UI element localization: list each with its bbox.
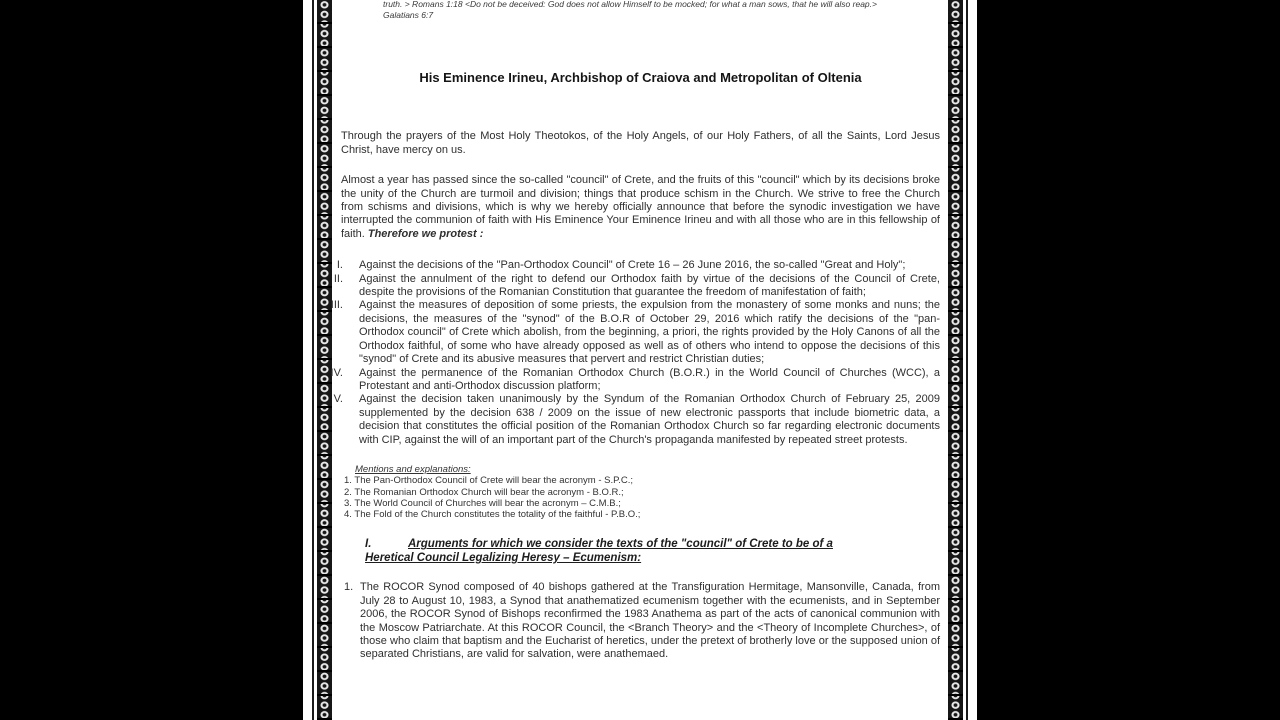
document-page [303, 0, 977, 720]
protest-item-3 [317, 299, 940, 366]
protest-item-1-text: Against the decisions of the "Pan-Orthodox Council" of Crete 16 – 26 June 2016, the so-called "Great and Holy"; [359, 259, 906, 272]
right-rule-line [966, 0, 968, 720]
mentions-heading: Mentions and explanations: [355, 463, 471, 475]
protest-item-5-numeral: V. [333, 393, 343, 406]
section-heading-text: Arguments for which we consider the texts of the "council" of Crete to be of a Heretical Council Legalizing Heresy – Ecumenism: [365, 538, 833, 564]
scripture-quote-line1: truth. > Romans 1:18 <Do not be deceived: God does not allow Himself to be mocked; for what a man sows, that he will also reap.> [383, 0, 877, 9]
mention-item-1: 1. The Pan-Orthodox Council of Crete will bear the acronym - S.P.C.; [344, 475, 634, 487]
mentions-block [341, 464, 940, 520]
protest-item-5-text: Against the decision taken unanimously by the Syndum of the Romanian Orthodox Church of February 25, 2009 supplemented by the decision 638 / 2009 on the issue of new electronic passports that include biometric data, a decision that constitutes the official position of the Romanian Orthodox Church so far regarding electronic documents with CIP, against the will of an important part of the Church's propaganda manifested by repeated street protests. [359, 393, 940, 446]
protest-item-4 [317, 367, 940, 394]
protest-item-1-numeral: I. [336, 259, 343, 272]
mention-item-2: 2. The Romanian Orthodox Church will bear the acronym - B.O.R.; [344, 486, 624, 498]
protest-item-4-text: Against the permanence of the Romanian Orthodox Church (B.O.R.) in the World Council of Churches (WCC), a Protestant and anti-Orthodox discussion platform; [359, 366, 940, 392]
document-content [330, 0, 940, 720]
argument-item-1-text: The ROCOR Synod composed of 40 bishops gathered at the Transfiguration Hermitage, Mansonville, Canada, from July 28 to August 10, 1983, a Synod that anathematized ecumenism together with the ecumenists, and in September 2006, the ROCOR Synod of Bishops reconfirmed the 1983 Anathema as part of the acts of canonical communion with the Moscow Patriarchate. At this ROCOR Council, the <Branch Theory> and the <Theory of Incomplete Churches>, of those who claim that baptism and the Eucharist of heretics, under the pretext of brotherly love or the supposed union of separated Christians, are valid for salvation, were anathemaed. [360, 581, 940, 661]
argument-item-1-number: 1. [344, 581, 354, 594]
protest-item-3-numeral: III. [330, 299, 343, 312]
scripture-quote-line2: Galatians 6:7 [383, 10, 434, 20]
invocation-paragraph: Through the prayers of the Most Holy Theotokos, of the Holy Angels, of our Holy Fathers, of all the Saints, Lord Jesus Christ, have mercy on us. [341, 130, 940, 156]
section-heading-numeral: I. [365, 538, 372, 551]
left-rule-line [312, 0, 314, 720]
intro-paragraph-text: Almost a year has passed since the so-called "council" of Crete, and the fruits of this "council" which by its decisions broke the unity of the Church are turmoil and division; things that produce schism in the Church. We strive to free the Church from schisms and divisions, which is why we hereby officially announce that before the synodic investigation we have interrupted the communion of faith with His Eminence Your Eminence Irineu and with all those who are in this fellowship of faith. [341, 174, 940, 240]
protest-item-2 [317, 273, 940, 300]
protest-item-3-text: Against the measures of deposition of some priests, the expulsion from the monastery of some monks and nuns; the decisions, the measures of the "synod" of the B.O.R of October 29, 2016 which ratify the decisions of the "pan-Orthodox council" of Crete which abolish, from the beginning, a priori, the rights provided by the Holy Canons of all the Orthodox faithful, of some who have already opposed as well as of others who intend to oppose the decisions of this "synod" of Crete and its abusive measures that pervert and restrict Christian duties; [359, 299, 940, 366]
protest-list [317, 259, 940, 447]
protest-item-4-numeral: IV. [330, 366, 343, 379]
protest-item-1 [317, 259, 940, 272]
argument-item-1 [344, 581, 940, 661]
protest-item-2-numeral: II. [333, 272, 343, 285]
document-title: His Eminence Irineu, Archbishop of Craiova and Metropolitan of Oltenia [419, 70, 862, 85]
intro-paragraph [341, 174, 940, 241]
mention-item-4: 4. The Fold of the Church constitutes the totality of the faithful - P.B.O.; [344, 509, 641, 521]
right-chain-ornament-border [948, 0, 963, 720]
mention-item-3: 3. The World Council of Churches will bear the acronym – C.M.B.; [344, 497, 621, 509]
scripture-quote [383, 0, 932, 21]
protest-item-5 [317, 393, 940, 447]
section-heading [365, 538, 865, 565]
protest-declaration: Therefore we protest : [367, 227, 484, 240]
protest-item-2-text: Against the annulment of the right to defend our Orthodox faith by virtue of the decisions of the Council of Crete, despite the provisions of the Romanian Constitution that guarantee the freedom of manifestation of faith; [359, 272, 940, 299]
